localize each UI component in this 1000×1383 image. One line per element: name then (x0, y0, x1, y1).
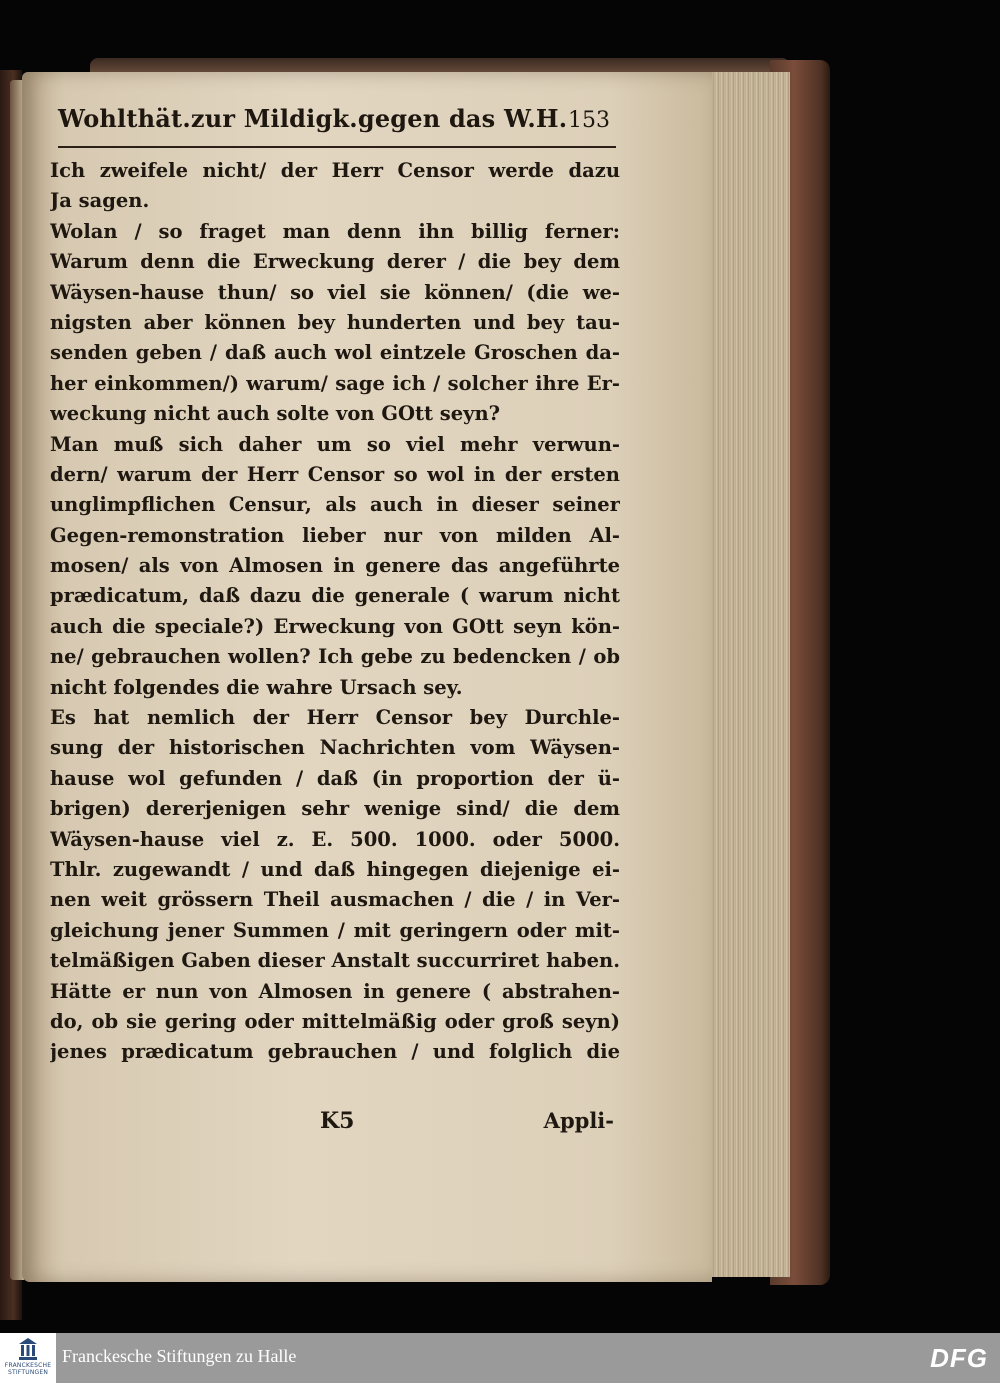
text-line: auch die speciale?) Erweckung von GOtt seyn kön- (50, 614, 620, 638)
text-line: weckung nicht auch solte von GOtt seyn? (50, 402, 501, 426)
text-line: Ja sagen. (50, 189, 150, 213)
text-line: hause wol gefunden / daß (in proportion der ü- (50, 766, 620, 790)
text-line: Ich zweifele nicht/ der Herr Censor werde dazu (50, 159, 620, 182)
text-line: nicht folgendes die wahre Ursach sey. (50, 675, 463, 699)
logo-text (2, 1362, 54, 1376)
catchword: Appli- (543, 1108, 614, 1133)
institution-name: Franckesche Stiftungen zu Halle (62, 1346, 297, 1366)
text-line: mosen/ als von Almosen in genere das angeführte (50, 554, 620, 578)
text-line: Hätte er nun von Almosen in genere ( abstrahen- (50, 979, 620, 1003)
text-line: Wolan / so fraget man denn ihn billig ferner: (50, 219, 620, 243)
signature-mark: K5 (320, 1108, 355, 1134)
text-line: do, ob sie gering oder mittelmäßig oder groß seyn) (50, 1009, 620, 1033)
text-line: nigsten aber können bey hunderten und bey tau- (50, 310, 620, 334)
running-head: Wohlthät.zur Mildigk.gegen das W.H. (58, 104, 568, 133)
text-line: Wäysen-hause viel z. E. 500. 1000. oder 5000. (50, 827, 620, 851)
building-icon (19, 1338, 37, 1360)
body-text (50, 156, 620, 1068)
text-line: gleichung jener Summen / mit geringern oder mit- (50, 918, 620, 942)
institution-logo (0, 1333, 56, 1383)
bottom-bar (0, 1333, 1000, 1383)
page-header (58, 100, 616, 148)
dfg-logo: DFG (930, 1343, 988, 1373)
logo-text-line1: FRANCKESCHE (4, 1362, 52, 1369)
text-line: nen weit grössern Theil ausmachen / die / in Ver- (50, 888, 620, 912)
text-line: dern/ warum der Herr Censor so wol in der ersten (50, 462, 620, 486)
text-line: unglimpflichen Censur, als auch in dieser seiner (50, 493, 620, 517)
text-line: Es hat nemlich der Herr Censor bey Durchle- (50, 706, 620, 730)
text-line: telmäßigen Gaben dieser Anstalt succurriret haben. (50, 949, 620, 973)
text-line: Wäysen-hause thun/ so viel sie können/ (die we- (50, 280, 620, 304)
text-line: senden geben / daß auch wol eintzele Groschen da- (50, 341, 620, 365)
text-line: prædicatum, daß dazu die generale ( warum nicht (50, 584, 620, 608)
text-line: sung der historischen Nachrichten vom Wäysen- (50, 736, 620, 760)
text-line: Man muß sich daher um so viel mehr verwun- (50, 432, 620, 456)
text-line: her einkommen/) warum/ sage ich / solcher ihre Er- (50, 371, 620, 395)
page-footer (50, 1108, 620, 1142)
text-line: jenes prædicatum gebrauchen / und folglich die (50, 1040, 620, 1064)
text-line: brigen) dererjenigen sehr wenige sind/ die dem (50, 797, 620, 821)
text-line: ne/ gebrauchen wollen? Ich gebe zu bedencken / ob (50, 645, 620, 669)
page-number: 153 (568, 108, 610, 133)
text-line: Warum denn die Erweckung derer / die bey dem (50, 250, 620, 274)
text-line: Gegen-remonstration lieber nur von milden Al- (50, 523, 620, 547)
text-line: Thlr. zugewandt / und daß hingegen diejenige ei- (50, 857, 620, 881)
logo-text-line2: STIFTUNGEN (7, 1369, 49, 1376)
